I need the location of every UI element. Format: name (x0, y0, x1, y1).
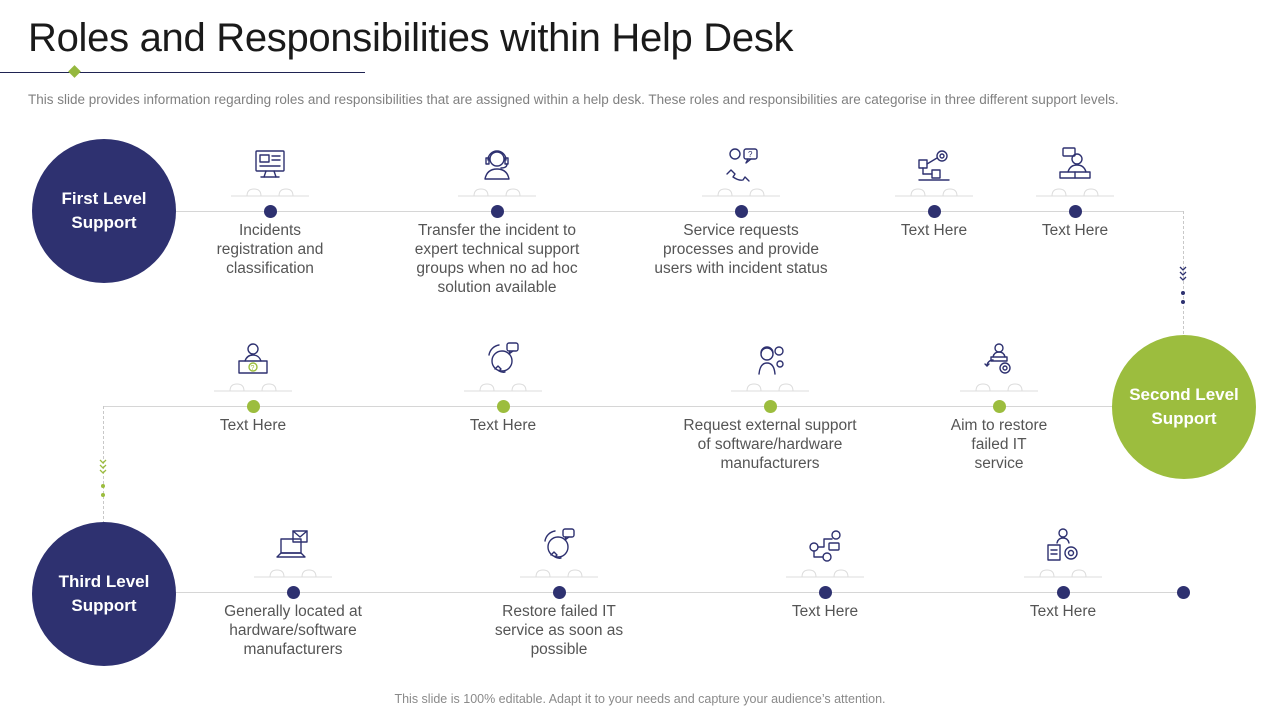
first-level-label: First Level Support (61, 189, 147, 232)
second-level-item-label: Request external support of software/hardware manufacturers (683, 417, 857, 472)
icon-base-decoration (731, 381, 809, 393)
help-desk-question-icon (233, 339, 273, 379)
page-subtitle: This slide provides information regarding roles and responsibilities that are assigned within a help desk. These roles and responsibilities are categorise in three different support levels. (28, 92, 1119, 107)
chevron-down-icon (1178, 266, 1188, 282)
phone-support-icon (721, 144, 761, 184)
third-level-circle (32, 522, 176, 666)
first-level-line (160, 211, 1183, 212)
third-level-item-label: Restore failed IT service as soon as possible (494, 603, 624, 658)
workflow-gear-icon (914, 144, 954, 184)
svg-text:?: ? (748, 150, 753, 159)
computer-screen-icon (250, 144, 290, 184)
connector-dot (101, 484, 105, 488)
second-level-item-label: Text Here (469, 417, 537, 434)
third-level-dot (1057, 586, 1070, 599)
first-level-item-label: Text Here (900, 222, 968, 239)
third-level-item-label: Text Here (791, 603, 859, 620)
second-level-dot (497, 400, 510, 413)
first-level-dot (928, 205, 941, 218)
connector-dot (1181, 300, 1185, 304)
first-level-dot (735, 205, 748, 218)
icon-base-decoration (464, 381, 542, 393)
second-level-item-label: Text Here (219, 417, 287, 434)
third-level-item-label: Text Here (1029, 603, 1097, 620)
first-level-item-label: Text Here (1041, 222, 1109, 239)
third-level-dot (287, 586, 300, 599)
svg-text:?: ? (250, 365, 255, 372)
icon-base-decoration (702, 186, 780, 198)
first-level-dot (264, 205, 277, 218)
first-level-dot (1069, 205, 1082, 218)
laptop-mail-icon (273, 525, 313, 565)
agent-gears-icon (750, 339, 790, 379)
connector-dot (1181, 291, 1185, 295)
chevron-down-icon (98, 459, 108, 475)
second-level-dot (247, 400, 260, 413)
connector-dot (101, 493, 105, 497)
icon-base-decoration (895, 186, 973, 198)
call-chat-icon (539, 525, 579, 565)
second-level-dot (993, 400, 1006, 413)
document-gear-icon (1043, 525, 1083, 565)
third-level-item-label: Generally located at hardware/software manufacturers (224, 603, 362, 658)
icon-base-decoration (786, 567, 864, 579)
first-level-dot (491, 205, 504, 218)
icon-base-decoration (214, 381, 292, 393)
third-level-dot (819, 586, 832, 599)
icon-base-decoration (254, 567, 332, 579)
second-level-item-label: Aim to restore failed IT service (950, 417, 1048, 472)
page-title: Roles and Responsibilities within Help Desk (28, 16, 794, 60)
icon-base-decoration (231, 186, 309, 198)
third-level-label: Third Level Support (58, 572, 150, 615)
icon-base-decoration (960, 381, 1038, 393)
third-level-line (160, 592, 1183, 593)
icon-base-decoration (520, 567, 598, 579)
headset-agent-icon (477, 144, 517, 184)
icon-base-decoration (1024, 567, 1102, 579)
first-level-item-label: Incidents registration and classification (216, 222, 324, 277)
end-dot (1177, 586, 1190, 599)
call-chat-icon (483, 339, 523, 379)
first-level-item-label: Service requests processes and provide users with incident status (654, 222, 828, 277)
title-underline (0, 72, 365, 73)
process-flow-icon (805, 525, 845, 565)
second-level-dot (764, 400, 777, 413)
first-level-item-label: Transfer the incident to expert technical support groups when no ad hoc solution available (414, 222, 580, 296)
second-level-circle (1112, 335, 1256, 479)
title-diamond-icon (68, 65, 81, 78)
icon-base-decoration (1036, 186, 1114, 198)
first-level-circle (32, 139, 176, 283)
support-agent-desk-icon (1055, 144, 1095, 184)
footer-note: This slide is 100% editable. Adapt it to your needs and capture your audience’s attention. (394, 692, 886, 706)
third-level-dot (553, 586, 566, 599)
second-level-label: Second Level Support (1129, 385, 1239, 428)
icon-base-decoration (458, 186, 536, 198)
restore-service-icon (979, 339, 1019, 379)
